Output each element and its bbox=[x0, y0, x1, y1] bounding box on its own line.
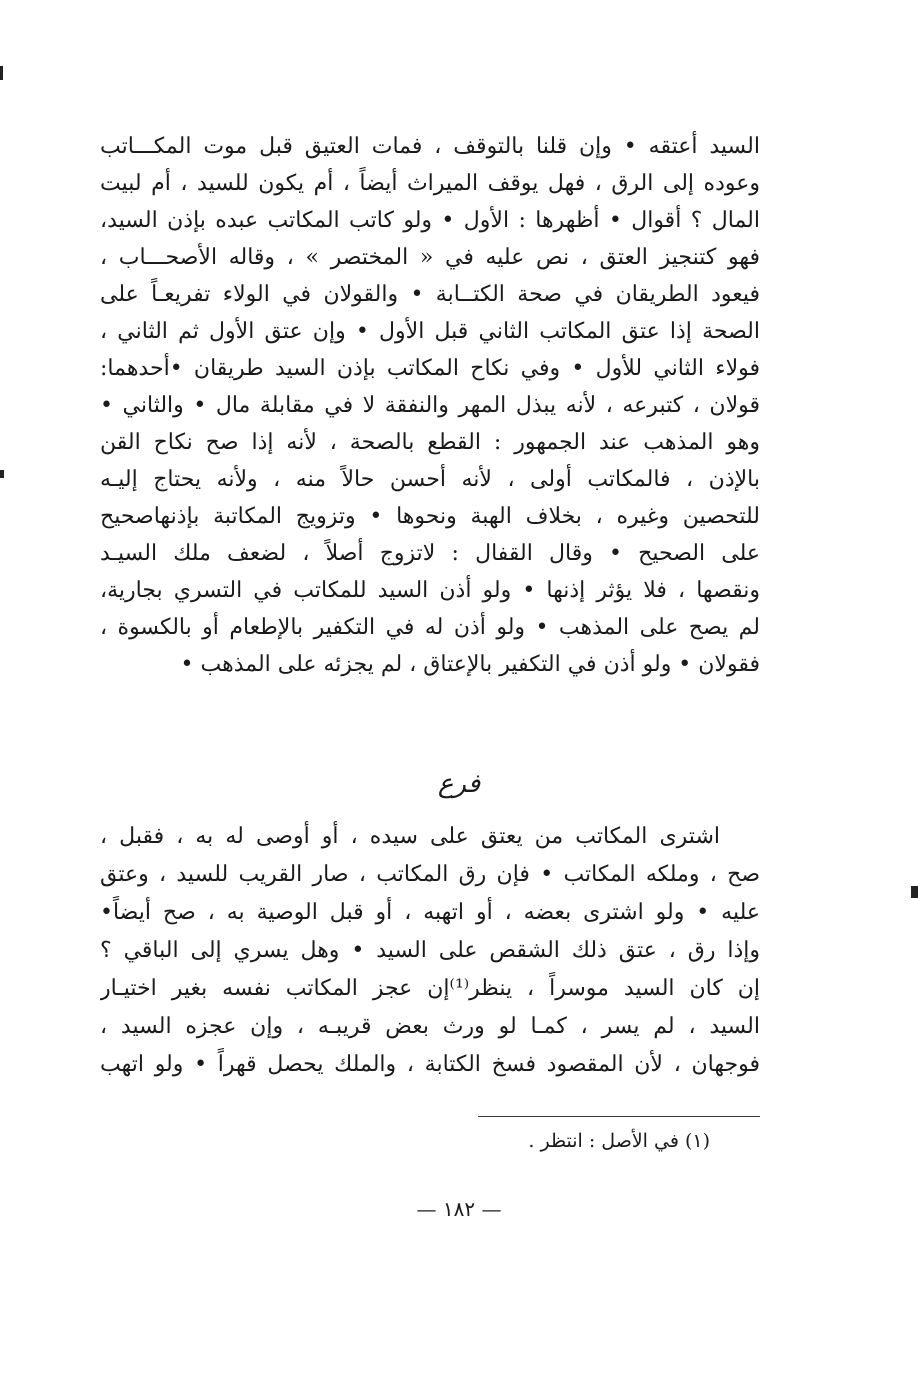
text-line: قولان ، كتبرعه ، لأنه يبذل المهر والنفقة لا في مقابلة مال • والثاني • bbox=[100, 393, 760, 418]
text-line: وإذا رق ، عتق ذلك الشقص على السيد • وهل يسري إلى الباقي ؟ bbox=[100, 938, 760, 963]
paragraph-2 bbox=[100, 818, 760, 1084]
section-heading: فرع bbox=[437, 769, 481, 799]
scan-edge-mark bbox=[911, 886, 918, 898]
text-line: اشترى المكاتب من يعتق على سيده ، أو أوصى له به ، فقبل ، bbox=[100, 824, 720, 849]
text-line: بالإذن ، فالمكاتب أولى ، لأنه أحسن حالاً منه ، ولأنه يحتاج إليـه bbox=[100, 467, 760, 492]
text-line: السيد ، لم يسر ، كمـا لو ورث بعض قريبـه ، وإن عجزه السيد ، bbox=[100, 1014, 760, 1039]
footnote-divider bbox=[478, 1116, 760, 1117]
text-line: المال ؟ أقوال • أظهرها : الأول • ولو كاتب المكاتب عبده بإذن السيد، bbox=[100, 208, 760, 233]
text-line: عليه • ولو اشترى بعضه ، أو اتهبه ، أو قبل الوصية به ، صح أيضاً• bbox=[100, 900, 760, 925]
text-line: السيد أعتقه • وإن قلنا بالتوقف ، فمات العتيق قبل موت المكـــاتب bbox=[100, 134, 760, 159]
text-line: وهو المذهب عند الجمهور : القطع بالصحة ، لأنه إذا صح نكاح القن bbox=[100, 430, 760, 455]
footnote: (١) في الأصل : انتظر . bbox=[528, 1130, 710, 1152]
text-line: على الصحيح • وقال القفال : لاتزوج أصلاً ، لضعف ملك السيـد bbox=[100, 541, 760, 566]
text-line: فولاء الثاني للأول • وفي نكاح المكاتب بإذن السيد طريقان •أحدهما: bbox=[100, 356, 760, 381]
text-line: ونقصها ، فلا يؤثر إذنها • ولو أذن السيد للمكاتب في التسري بجارية، bbox=[100, 578, 760, 603]
scan-edge-mark bbox=[0, 470, 4, 478]
text-line: صح ، وملكه المكاتب • فإن رق المكاتب ، صار القريب للسيد ، وعتق bbox=[100, 862, 760, 887]
text-line: الصحة إذا عتق المكاتب الثاني قبل الأول • وإن عتق الأول ثم الثاني ، bbox=[100, 319, 760, 344]
text-line: فيعود الطريقان في صحة الكتــابة • والقولان في الولاء تفريعـاً على bbox=[100, 282, 760, 307]
paragraph-1 bbox=[100, 128, 760, 683]
scan-edge-mark bbox=[0, 66, 3, 80]
text-line: فقولان • ولو أذن في التكفير بالإعتاق ، لم يجزئه على المذهب • bbox=[180, 652, 760, 677]
page-number: — ١٨٢ — bbox=[416, 1197, 502, 1221]
text-line: إن كان السيد موسراً ، ينظر⁽¹⁾إن عجز المكاتب نفسه بغير اختيـار bbox=[100, 976, 760, 1001]
text-line: وعوده إلى الرق ، فهل يوقف الميراث أيضاً ، أم يكون للسيد ، أم لبيت bbox=[100, 171, 760, 196]
text-line: فوجهان ، لأن المقصود فسخ الكتابة ، والملك يحصل قهراً • ولو اتهب bbox=[100, 1052, 760, 1077]
text-line: للتحصين وغيره ، بخلاف الهبة ونحوها • وتزويج المكاتبة بإذنهاصحيح bbox=[100, 504, 760, 529]
text-line: لم يصح على المذهب • ولو أذن له في التكفير بالإطعام أو بالكسوة ، bbox=[100, 615, 760, 640]
text-line: فهو كتنجيز العتق ، نص عليه في « المختصر » ، وقاله الأصحـــاب ، bbox=[100, 245, 760, 270]
